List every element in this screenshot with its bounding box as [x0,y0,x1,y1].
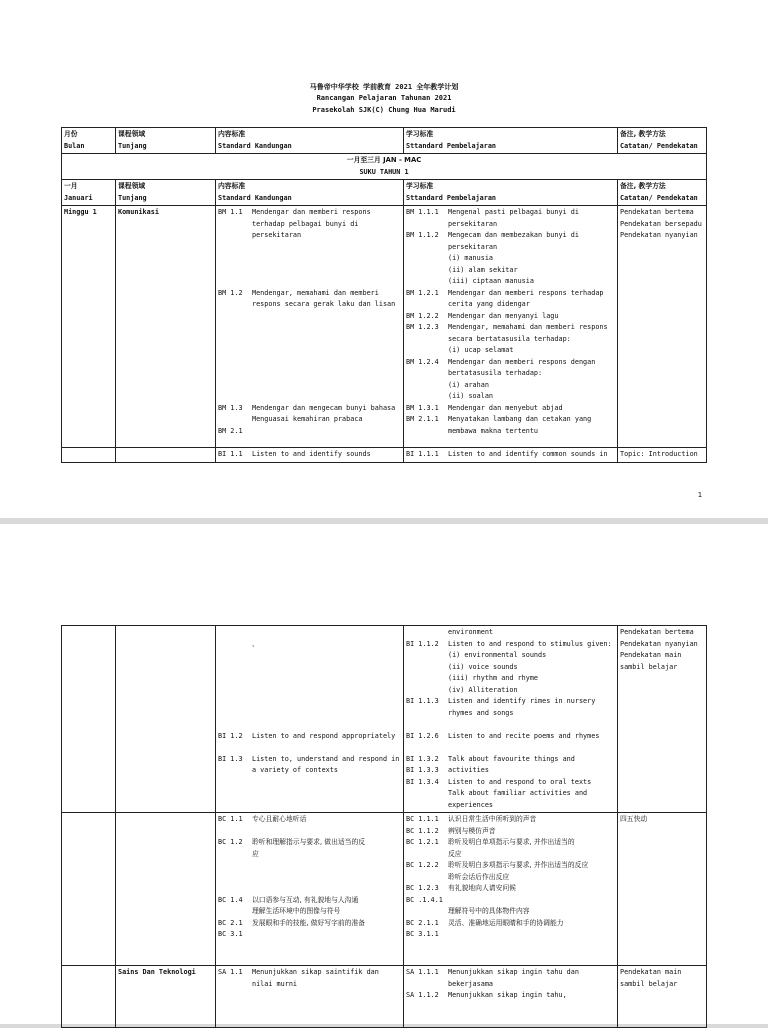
notes-cell: Pendekatan bertema Pendekatan bersepadu Pendekatan nyanyian [618,206,707,448]
term-cell: 一月至三月 JAN - MAC SUKU TAHUN 1 [62,154,707,180]
content-standard-cell: BI 1.2 BI 1.3 、 Listen to and respond appropriately Listen to, understand and respond in a variety of contexts [216,626,404,813]
notes-cell: Pendekatan bertema Pendekatan nyanyian Pendekatan main sambil belajar [618,626,707,813]
header-area: 课程领域 Tunjang [116,128,216,154]
header-learning-standard: 学习标准 Sttandard Pembelajaran [404,128,618,154]
table-row-bc [62,813,707,966]
table-row-sa [62,966,707,1028]
notes-cell: Pendekatan main sambil belajar [618,966,707,1028]
doc-title-cn: 马鲁帝中华学校 学前教育 2021 全年教学计划 [309,83,459,91]
learning-standard-cell: BM 1.1.1 BM 1.1.2 BM 1.2.1 BM 1.2.2 BM 1.2.3 BM 1.2.4 BM 1.3.1 BM 2.1.1 Mengenal pasti pelbagai bunyi di persekitaran Mengecam dan membezakan bunyi di persekitaran (i) manusia (ii) alam sekitar (iii) ciptaan manusia Mendengar dan memberi respons terhadap cerita yang didengar Mendengar dan menyanyi lagu Mendengar, memahami dan memberi respons secara bertatasusila terhadap: (i) ucap selamat Mendengar dan memberi respons dengan bertatasusila terhadap: (i) arahan (ii) soalan Mendengar dan menyebut abjad Menyatakan lambang dan cetakan yang membawa makna tertentu [404,206,618,448]
table-header-row [62,128,707,154]
doc-title-plan: Rancangan Pelajaran Tahunan 2021 [316,94,452,102]
table-subheader-row [62,180,707,206]
learning-standard-cell: BC 1.1.1 BC 1.1.2 BC 1.2.1 BC 1.2.2 BC 1.2.3 BC .1.4.1 BC 2.1.1 BC 3.1.1 认识日常生活中所听到的声音 辨别与模仿声音 聆听及明白单项指示与要求, 并作出适当的 反应 聆听及明白多项指示与要求, 并作出适当的反应 聆听会话后作出反应 有礼貌地向人请安问候 理解符号中的具体物件内容 灵活、准确地运用眼睛和手的协调能力 [404,813,618,966]
content-standard-cell: BC 1.1 BC 1.2 BC 1.4 BC 2.1 BC 3.1 专心且耐心地听话 聆听和理解指示与要求, 做出适当的反 应 以口语参与互动, 有礼貌地与人沟通 理解生活环境中的图像与符号 发展眼和手的技能, 做好写字前的准备 [216,813,404,966]
plan-table-page2 [61,625,707,1028]
area-cell: Sains Dan Teknologi [116,966,216,1028]
header-content-standard: 内容标准 Standard Kandungan [216,128,404,154]
subheader-month: 一月 Januari [62,180,116,206]
page-2 [0,524,768,1024]
subheader-content-standard: 内容标准 Standard Kandungan [216,180,404,206]
table-row-bi: BI 1.1 Listen to and identify sounds BI 1.1.1 Listen to and identify common sounds in Topic: Introduction [62,448,707,463]
header-notes: 备注, 教学方法 Catatan/ Pendekatan [618,128,707,154]
page-number: 1 [697,491,702,499]
term-row [62,154,707,180]
table-row-bi-cont [62,626,707,813]
content-standard-cell: BM 1.1 BM 1.2 BM 1.3 BM 2.1 Mendengar dan memberi respons terhadap pelbagai bunyi di persekitaran Mendengar, memahami dan memberi respons secara gerak laku dan lisan Mendengar dan mengecam bunyi bahasa Menguasai kemahiran prabaca [216,206,404,448]
plan-table-page1 [61,127,707,463]
learning-standard-cell: SA 1.1.1 SA 1.1.2 Menunjukkan sikap ingin tahu dan bekerjasama Menunjukkan sikap ingin tahu, [404,966,618,1028]
learning-standard-cell: BI 1.1.2 BI 1.1.3 BI 1.2.6 BI 1.3.2 BI 1.3.3 BI 1.3.4 environment Listen to and respond to stimulus given: (i) environmental sounds (ii) voice sounds (iii) rhythm and rhyme (iv) Alliteration Listen and identify rimes in nursery rhymes and songs Listen to and recite poems and rhymes Talk about favourite things and activities Listen to and respond to oral texts Talk about familiar activities and experiences [404,626,618,813]
subheader-learning-standard: 学习标准 Sttandard Pembelajaran [404,180,618,206]
content-standard-cell: SA 1.1 Menunjukkan sikap saintifik dan nilai murni [216,966,404,1028]
doc-title-school: Prasekolah SJK(C) Chung Hua Marudi [312,106,456,114]
subheader-notes: 备注, 教学方法 Catatan/ Pendekatan [618,180,707,206]
subheader-area: 课程领域 Tunjang [116,180,216,206]
week-cell: Minggu 1 [62,206,116,448]
table-row-bm [62,206,707,448]
notes-cell: 四五快动 [618,813,707,966]
header-month: 月份 Bulan [62,128,116,154]
area-cell: Komunikasi [116,206,216,448]
